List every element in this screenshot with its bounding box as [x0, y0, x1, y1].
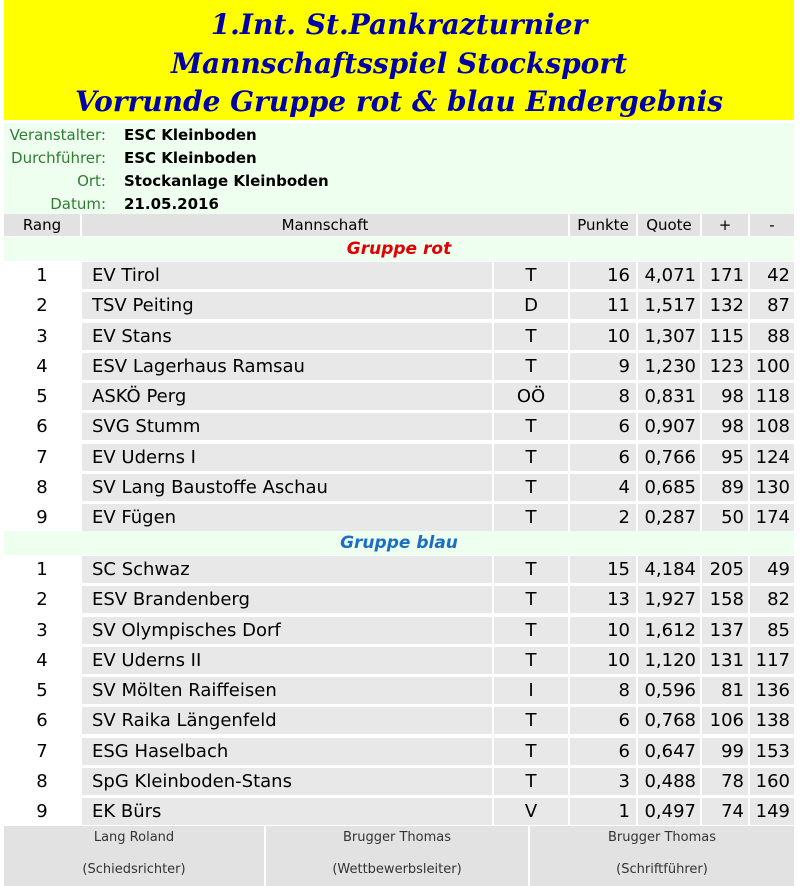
official-role: (Schiedsrichter) — [82, 862, 186, 877]
official-schiedsrichter — [4, 826, 264, 886]
minus-cell: 117 — [750, 647, 794, 674]
team-cell: EK Bürs — [82, 798, 492, 825]
quote-cell: 1,612 — [638, 617, 700, 644]
state-cell: T — [494, 353, 568, 380]
state-cell: I — [494, 677, 568, 704]
quote-cell: 0,287 — [638, 504, 700, 531]
plus-cell: 123 — [702, 353, 748, 380]
quote-cell: 1,120 — [638, 647, 700, 674]
table-row — [4, 383, 794, 410]
table-row — [4, 504, 794, 531]
points-cell: 10 — [570, 323, 636, 350]
minus-cell: 88 — [750, 323, 794, 350]
rank-cell: 4 — [4, 647, 80, 674]
state-cell: D — [494, 292, 568, 319]
title-banner — [4, 0, 794, 120]
table-row — [4, 617, 794, 644]
state-cell: V — [494, 798, 568, 825]
quote-cell: 0,766 — [638, 444, 700, 471]
plus-cell: 81 — [702, 677, 748, 704]
col-punkte: Punkte — [570, 214, 636, 236]
points-cell: 11 — [570, 292, 636, 319]
info-value: 21.05.2016 — [124, 195, 219, 213]
official-schriftfuehrer — [530, 826, 794, 886]
rank-cell: 5 — [4, 677, 80, 704]
state-cell: OÖ — [494, 383, 568, 410]
table-row — [4, 353, 794, 380]
team-cell: EV Uderns I — [82, 444, 492, 471]
rank-cell: 3 — [4, 323, 80, 350]
team-cell: ESV Lagerhaus Ramsau — [82, 353, 492, 380]
table-row — [4, 413, 794, 440]
group-title: Gruppe rot — [4, 237, 794, 261]
state-cell: T — [494, 413, 568, 440]
info-label: Ort: — [77, 172, 106, 190]
minus-cell: 130 — [750, 474, 794, 501]
points-cell: 10 — [570, 617, 636, 644]
table-row — [4, 768, 794, 795]
official-name: Lang Roland — [93, 830, 175, 845]
plus-cell: 171 — [702, 262, 748, 289]
state-cell: T — [494, 474, 568, 501]
points-cell: 8 — [570, 677, 636, 704]
points-cell: 6 — [570, 413, 636, 440]
title-line-2: Mannschaftsspiel Stocksport — [170, 47, 628, 80]
table-row — [4, 738, 794, 765]
info-value: Stockanlage Kleinboden — [124, 172, 329, 190]
official-name: Brugger Thomas — [342, 830, 452, 845]
team-cell: EV Fügen — [82, 504, 492, 531]
table-row — [4, 262, 794, 289]
table-row — [4, 556, 794, 583]
official-name: Brugger Thomas — [607, 830, 717, 845]
state-cell: T — [494, 586, 568, 613]
team-cell: SV Olympisches Dorf — [82, 617, 492, 644]
plus-cell: 137 — [702, 617, 748, 644]
table-row — [4, 444, 794, 471]
minus-cell: 42 — [750, 262, 794, 289]
state-cell: T — [494, 707, 568, 734]
col-rang: Rang — [4, 214, 80, 236]
table-row — [4, 798, 794, 825]
plus-cell: 95 — [702, 444, 748, 471]
minus-cell: 160 — [750, 768, 794, 795]
plus-cell: 50 — [702, 504, 748, 531]
points-cell: 15 — [570, 556, 636, 583]
team-cell: SC Schwaz — [82, 556, 492, 583]
plus-cell: 132 — [702, 292, 748, 319]
info-row-veranstalter — [4, 123, 794, 146]
quote-cell: 4,071 — [638, 262, 700, 289]
rank-cell: 2 — [4, 292, 80, 319]
points-cell: 6 — [570, 707, 636, 734]
team-cell: TSV Peiting — [82, 292, 492, 319]
title-line-3: Vorrunde Gruppe rot & blau Endergebnis — [74, 85, 724, 118]
team-cell: SV Lang Baustoffe Aschau — [82, 474, 492, 501]
quote-cell: 0,497 — [638, 798, 700, 825]
team-cell: ESV Brandenberg — [82, 586, 492, 613]
table-row — [4, 647, 794, 674]
plus-cell: 158 — [702, 586, 748, 613]
rank-cell: 9 — [4, 798, 80, 825]
col-plus: + — [702, 214, 748, 236]
team-cell: SV Raika Längenfeld — [82, 707, 492, 734]
title-line-1: 1.Int. St.Pankrazturnier — [210, 8, 588, 41]
rank-cell: 8 — [4, 474, 80, 501]
team-cell: SVG Stumm — [82, 413, 492, 440]
points-cell: 2 — [570, 504, 636, 531]
info-row-durchfuehrer — [4, 146, 794, 169]
quote-cell: 1,517 — [638, 292, 700, 319]
points-cell: 16 — [570, 262, 636, 289]
rank-cell: 5 — [4, 383, 80, 410]
official-wettbewerbsleiter — [266, 826, 528, 886]
table-row — [4, 292, 794, 319]
state-cell: T — [494, 556, 568, 583]
table-row — [4, 323, 794, 350]
info-value: ESC Kleinboden — [124, 149, 257, 167]
col-mannschaft: Mannschaft — [82, 214, 568, 236]
rank-cell: 6 — [4, 707, 80, 734]
rank-cell: 9 — [4, 504, 80, 531]
info-label: Veranstalter: — [9, 126, 106, 144]
plus-cell: 74 — [702, 798, 748, 825]
minus-cell: 100 — [750, 353, 794, 380]
quote-cell: 0,831 — [638, 383, 700, 410]
minus-cell: 136 — [750, 677, 794, 704]
team-cell: SpG Kleinboden-Stans — [82, 768, 492, 795]
state-cell: T — [494, 768, 568, 795]
team-cell: EV Stans — [82, 323, 492, 350]
minus-cell: 85 — [750, 617, 794, 644]
info-row-ort — [4, 169, 794, 192]
plus-cell: 78 — [702, 768, 748, 795]
rank-cell: 6 — [4, 413, 80, 440]
plus-cell: 99 — [702, 738, 748, 765]
state-cell: T — [494, 738, 568, 765]
quote-cell: 0,768 — [638, 707, 700, 734]
group-title: Gruppe blau — [4, 531, 794, 555]
info-label: Datum: — [50, 195, 106, 213]
plus-cell: 98 — [702, 383, 748, 410]
state-cell: T — [494, 323, 568, 350]
minus-cell: 82 — [750, 586, 794, 613]
minus-cell: 174 — [750, 504, 794, 531]
plus-cell: 106 — [702, 707, 748, 734]
table-row — [4, 677, 794, 704]
quote-cell: 1,307 — [638, 323, 700, 350]
quote-cell: 0,488 — [638, 768, 700, 795]
col-quote: Quote — [638, 214, 700, 236]
team-cell: EV Tirol — [82, 262, 492, 289]
officials-footer — [4, 826, 794, 886]
info-row-datum — [4, 192, 794, 215]
minus-cell: 124 — [750, 444, 794, 471]
state-cell: T — [494, 262, 568, 289]
minus-cell: 138 — [750, 707, 794, 734]
rank-cell: 1 — [4, 556, 80, 583]
info-label: Durchführer: — [11, 149, 106, 167]
column-header-row — [4, 214, 794, 236]
plus-cell: 205 — [702, 556, 748, 583]
points-cell: 4 — [570, 474, 636, 501]
official-role: (Wettbewerbsleiter) — [332, 862, 462, 877]
col-minus: - — [750, 214, 794, 236]
minus-cell: 87 — [750, 292, 794, 319]
points-cell: 6 — [570, 444, 636, 471]
quote-cell: 1,230 — [638, 353, 700, 380]
team-cell: ASKÖ Perg — [82, 383, 492, 410]
plus-cell: 89 — [702, 474, 748, 501]
points-cell: 10 — [570, 647, 636, 674]
state-cell: T — [494, 504, 568, 531]
quote-cell: 0,596 — [638, 677, 700, 704]
minus-cell: 153 — [750, 738, 794, 765]
minus-cell: 118 — [750, 383, 794, 410]
rank-cell: 8 — [4, 768, 80, 795]
team-cell: SV Mölten Raiffeisen — [82, 677, 492, 704]
points-cell: 8 — [570, 383, 636, 410]
plus-cell: 98 — [702, 413, 748, 440]
rank-cell: 1 — [4, 262, 80, 289]
state-cell: T — [494, 647, 568, 674]
state-cell: T — [494, 617, 568, 644]
points-cell: 1 — [570, 798, 636, 825]
team-cell: ESG Haselbach — [82, 738, 492, 765]
points-cell: 13 — [570, 586, 636, 613]
quote-cell: 1,927 — [638, 586, 700, 613]
rank-cell: 7 — [4, 738, 80, 765]
quote-cell: 4,184 — [638, 556, 700, 583]
plus-cell: 131 — [702, 647, 748, 674]
plus-cell: 115 — [702, 323, 748, 350]
points-cell: 9 — [570, 353, 636, 380]
points-cell: 3 — [570, 768, 636, 795]
quote-cell: 0,907 — [638, 413, 700, 440]
minus-cell: 149 — [750, 798, 794, 825]
quote-cell: 0,647 — [638, 738, 700, 765]
rank-cell: 7 — [4, 444, 80, 471]
table-row — [4, 474, 794, 501]
points-cell: 6 — [570, 738, 636, 765]
table-row — [4, 707, 794, 734]
quote-cell: 0,685 — [638, 474, 700, 501]
official-role: (Schriftführer) — [616, 862, 708, 877]
state-cell: T — [494, 444, 568, 471]
rank-cell: 2 — [4, 586, 80, 613]
rank-cell: 4 — [4, 353, 80, 380]
table-row — [4, 586, 794, 613]
info-value: ESC Kleinboden — [124, 126, 257, 144]
rank-cell: 3 — [4, 617, 80, 644]
minus-cell: 49 — [750, 556, 794, 583]
team-cell: EV Uderns II — [82, 647, 492, 674]
minus-cell: 108 — [750, 413, 794, 440]
